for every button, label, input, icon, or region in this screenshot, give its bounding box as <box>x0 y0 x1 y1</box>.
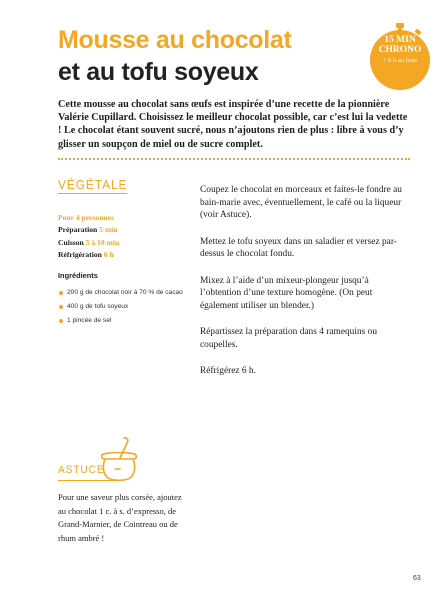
astuce-heading: ASTUCE <box>58 464 105 476</box>
recipe-title-line2: et au tofu soyeux <box>58 58 259 86</box>
step: Mettez le tofu soyeux dans un saladier et versez par-dessus le chocolat fondu. <box>200 236 397 260</box>
recipe-meta <box>58 212 119 261</box>
intro-paragraph: Cette mousse au chocolat sans œufs est inspirée d’une recette de la pionnière Valérie Cupillard. Choisissez le meilleur chocolat possible, car c’est lui la vedette ! Le chocolat étant souvent sucré, nous n’ajoutons rien de plus : libre à vous d’y glisser un soupçon de miel ou de sucre complet. <box>58 99 408 150</box>
badge-extra: + 6 h au frais <box>382 56 418 64</box>
prep-label: Préparation <box>58 225 98 235</box>
page-number: 63 <box>413 575 421 582</box>
step: Coupez le chocolat en morceaux et faites-le fondre au bain-marie avec, éventuellement, le café ou la liqueur (voir Astuce). <box>200 185 402 221</box>
ingredients-title: Ingrédients <box>58 271 98 280</box>
astuce-underline <box>58 480 120 481</box>
recipe-title-line1: Mousse au chocolat <box>58 26 292 54</box>
ingredient-item: 1 pincée de sel <box>58 315 193 326</box>
chill-label: Réfrigération <box>58 249 102 259</box>
badge-time: 15 MIN <box>384 35 416 45</box>
ingredient-item: 200 g de chocolat noir à 70 % de cacao <box>58 287 193 298</box>
cook-value: 5 à 10 min <box>85 237 120 247</box>
prep-value: 5 min <box>99 225 118 235</box>
ingredient-item: 400 g de tofu soyeux <box>58 301 193 312</box>
servings: Pour 4 personnes <box>58 213 114 222</box>
cook-label: Cuisson <box>58 237 84 247</box>
astuce-text: Pour une saveur plus corsée, ajoutez au chocolat 1 c. à s. d’expresso, de Grand-Marnier, de Cointreau ou de rhum ambré ! <box>58 492 182 543</box>
step: Mixez à l’aide d’un mixeur-plongeur jusqu’à l’obtention d’une texture homogène. (On peut également utiliser un blender.) <box>200 275 373 311</box>
ingredients-list <box>58 287 193 330</box>
time-badge <box>365 36 435 65</box>
step: Répartissez la préparation dans 4 ramequins ou coupelles. <box>200 327 378 350</box>
step: Réfrigérez 6 h. <box>200 366 256 377</box>
dotted-divider <box>58 158 410 160</box>
chill-value: 6 h <box>103 249 114 259</box>
recipe-steps <box>200 184 412 391</box>
vegetale-tag: VÉGÉTALE <box>58 178 128 192</box>
badge-label: CHRONO <box>378 44 422 55</box>
